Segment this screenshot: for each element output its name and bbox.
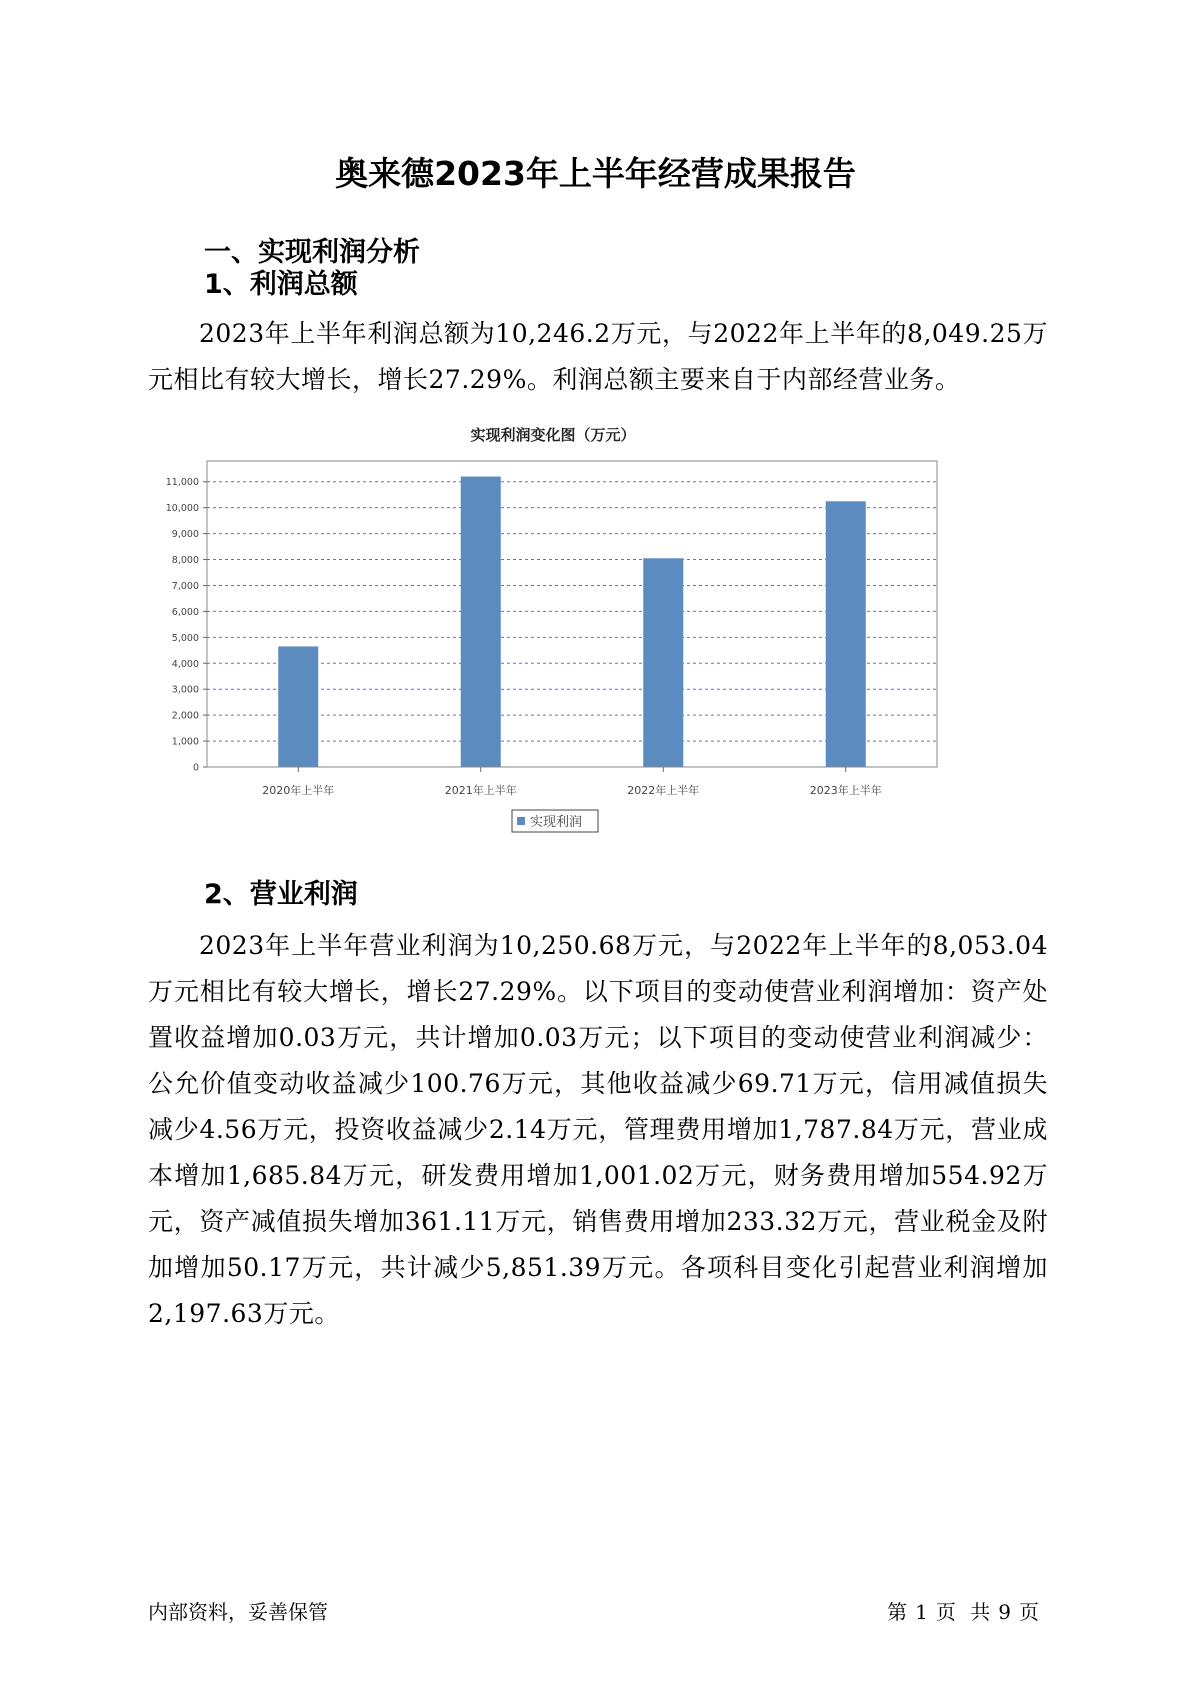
footer-page-suffix: 页 [935,1600,956,1624]
paragraph-operating-profit: 2023年上半年营业利润为10,250.68万元，与2022年上半年的8,053.04万元相比有较大增长，增长27.29%。以下项目的变动使营业利润增加：资产处置收益增加0.03万元，共计增加0.03万元；以下项目的变动使营业利润减少：公允价值变动收益减少100.76万元，其他收益减少69.71万元，信用减值损失减少4.56万元，投资收益减少2.14万元，管理费用增加1,787.84万元，营业成本增加1,685.84万元，研发费用增加1,001.02万元，财务费用增加554.92万元，资产减值损失增加361.11万元，销售费用增加233.32万元，营业税金及附加增加50.17万元，共计减少5,851.39万元。各项科目变化引起营业利润增加2,197.63万元。 [148,931,1048,1328]
bar [643,558,683,767]
y-tick-label: 9,000 [171,529,199,541]
x-tick-label: 2023年上半年 [809,784,882,797]
legend-swatch [517,817,525,825]
y-tick-label: 5,000 [171,632,199,644]
y-tick-label: 11,000 [165,477,199,489]
legend-label: 实现利润 [530,815,583,830]
profit-chart [150,426,1030,908]
bar [826,501,866,767]
footer-confidential-note: 内部资料，妥善保管 [148,1600,328,1624]
x-tick-label: 2020年上半年 [262,784,335,797]
bar [461,477,501,767]
footer-page-info [883,1596,1043,1625]
y-tick-label: 1,000 [171,736,199,748]
subheading-operating-profit: 2、营业利润 [204,879,358,910]
y-tick-label: 6,000 [171,606,199,618]
y-tick-label: 3,000 [171,684,199,696]
x-tick-label: 2022年上半年 [627,784,700,797]
y-tick-label: 10,000 [165,503,199,515]
footer-page-prefix: 第 [887,1600,908,1624]
y-tick-label: 7,000 [171,580,199,592]
footer-total-prefix: 共 [970,1600,991,1624]
x-tick-label: 2021年上半年 [444,784,517,797]
y-tick-label: 0 [192,762,199,774]
profit-chart-svg [150,426,1030,908]
footer-total-suffix: 页 [1019,1600,1039,1624]
report-title: 奥来德2023年上半年经营成果报告 [335,154,856,193]
y-tick-label: 8,000 [171,555,199,567]
chart-title: 实现利润变化图（万元） [470,426,636,444]
paragraph-total-profit: 2023年上半年利润总额为10,246.2万元，与2022年上半年的8,049.25万元相比有较大增长，增长27.29%。利润总额主要来自于内部经营业务。 [148,319,1048,394]
section-heading-profit-analysis: 一、实现利润分析 [204,237,420,268]
footer-total-number: 9 [998,1600,1011,1624]
subheading-total-profit: 1、利润总额 [204,269,358,300]
bar [278,646,318,767]
y-tick-label: 2,000 [171,710,199,722]
footer-page-number: 1 [915,1600,928,1624]
y-tick-label: 4,000 [171,658,199,670]
